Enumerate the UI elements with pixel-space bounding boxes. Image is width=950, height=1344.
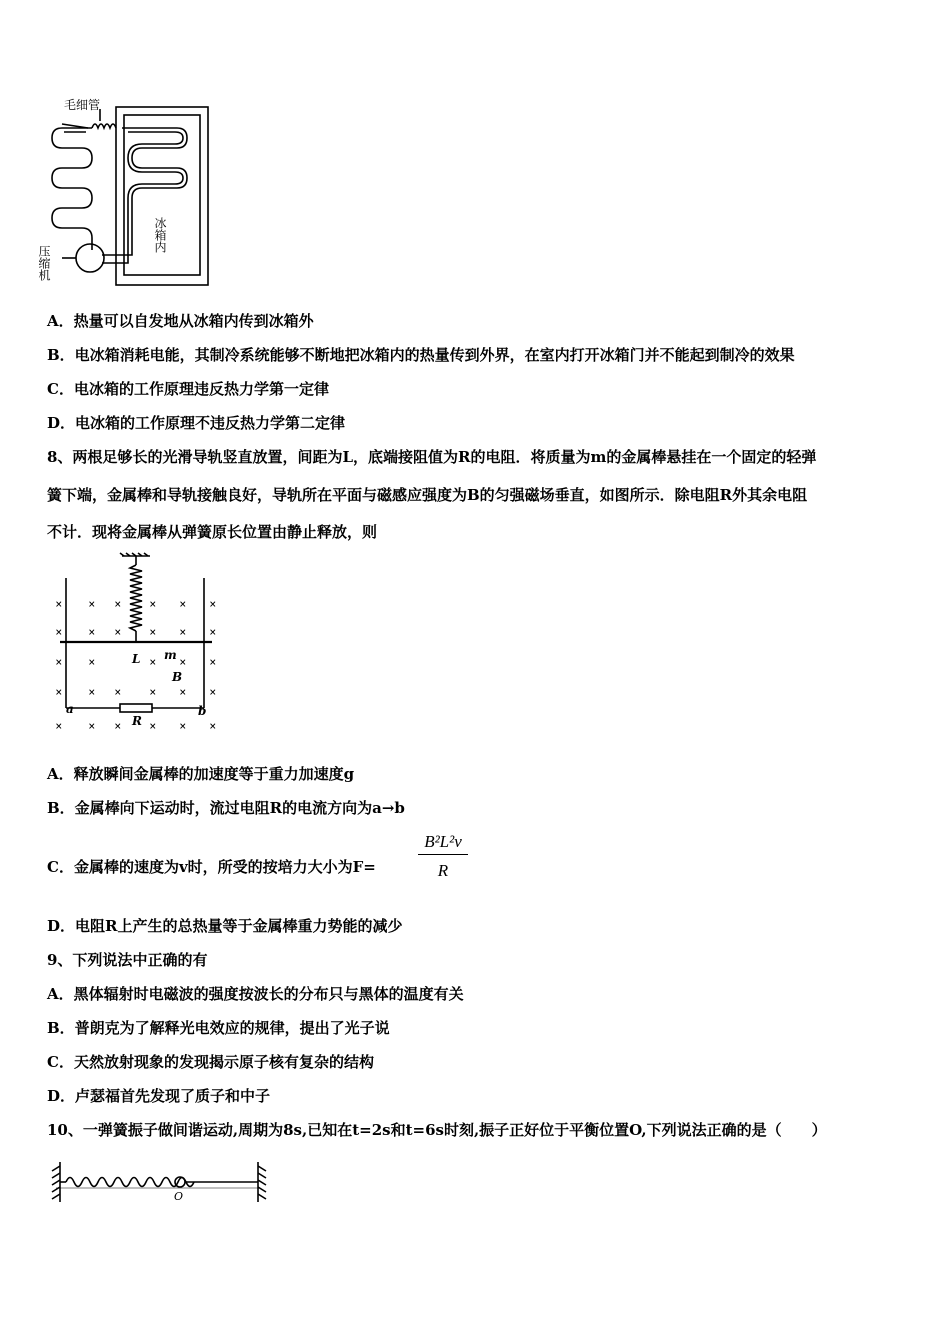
force-fraction (418, 832, 468, 881)
q7-option-a: A．热量可以自发地从冰箱内传到冰箱外 (47, 312, 314, 330)
field-cross: × (114, 628, 122, 638)
rail-spring-figure (52, 553, 227, 733)
field-cross: × (55, 722, 63, 732)
q8-stem-line3: 不计．现将金属棒从弹簧原长位置由静止释放，则 (47, 523, 378, 541)
field-cross: × (209, 722, 217, 732)
field-cross: × (114, 600, 122, 610)
field-cross: × (209, 688, 217, 698)
q9-stem: 9、下列说法中正确的有 (47, 951, 208, 969)
q8-stem-line2: 簧下端，金属棒和导轨接触良好，导轨所在平面与磁感应强度为B的匀强磁场垂直，如图所示．除电阻R外其余电阻 (47, 486, 808, 504)
label-a: a (66, 702, 74, 716)
field-cross: × (179, 658, 187, 668)
field-cross: × (179, 722, 187, 732)
label-m: m (164, 648, 177, 662)
field-cross: × (149, 658, 157, 668)
field-cross: × (88, 658, 96, 668)
label-inside: 冰箱内 (153, 217, 167, 253)
q9-option-d: D．卢瑟福首先发现了质子和中子 (47, 1087, 271, 1105)
q9-option-a: A．黑体辐射时电磁波的强度按波长的分布只与黑体的温度有关 (47, 985, 464, 1003)
q8-stem-line1: 8、两根足够长的光滑导轨竖直放置，间距为L，底端接阻值为R的电阻．将质量为m的金属棒悬挂在一个固定的轻弹 (47, 448, 817, 466)
q9-option-c: C．天然放射现象的发现揭示原子核有复杂的结构 (47, 1053, 374, 1071)
field-cross: × (55, 628, 63, 638)
q9-option-b: B．普朗克为了解释光电效应的规律，提出了光子说 (47, 1019, 390, 1037)
field-cross: × (179, 600, 187, 610)
field-cross: × (55, 600, 63, 610)
field-cross: × (179, 628, 187, 638)
label-capillary: 毛细管 (64, 98, 101, 112)
field-cross: × (114, 722, 122, 732)
q8-option-a: A．释放瞬间金属棒的加速度等于重力加速度g (47, 765, 355, 783)
q7-option-c: C．电冰箱的工作原理违反热力学第一定律 (47, 380, 329, 398)
q7-option-d: D．电冰箱的工作原理不违反热力学第二定律 (47, 414, 346, 432)
label-O: O (174, 1190, 184, 1203)
fraction-denominator: R (437, 861, 449, 880)
field-cross: × (88, 600, 96, 610)
label-R: R (132, 714, 142, 728)
spring-oscillator-figure (46, 1158, 271, 1208)
q8-option-c: C．金属棒的速度为v时，所受的按培力大小为F= (47, 858, 376, 876)
field-cross: × (209, 628, 217, 638)
field-cross: × (114, 688, 122, 698)
q8-option-b: B．金属棒向下运动时，流过电阻R的电流方向为a→b (47, 799, 405, 817)
q10-stem: 10、一弹簧振子做间谐运动,周期为8s,已知在t=2s和t=6s时刻,振子正好位于平衡位置O,下列说法正确的是（ ） (47, 1121, 827, 1139)
field-cross: × (179, 688, 187, 698)
field-cross: × (55, 658, 63, 668)
label-b: b (198, 704, 207, 718)
field-cross: × (88, 628, 96, 638)
label-L: L (132, 652, 141, 666)
field-cross: × (209, 658, 217, 668)
fridge-figure (37, 95, 217, 290)
q8-option-d: D．电阻R上产生的总热量等于金属棒重力势能的减少 (47, 917, 403, 935)
field-cross: × (149, 688, 157, 698)
field-cross: × (55, 688, 63, 698)
field-cross: × (149, 600, 157, 610)
field-cross: × (88, 688, 96, 698)
label-compressor: 压缩机 (37, 245, 51, 281)
field-cross: × (149, 722, 157, 732)
fraction-numerator: B²L²v (418, 832, 468, 855)
field-cross: × (209, 600, 217, 610)
field-cross: × (88, 722, 96, 732)
q7-option-b: B．电冰箱消耗电能，其制冷系统能够不断地把冰箱内的热量传到外界，在室内打开冰箱门并不能起到制冷的效果 (47, 346, 795, 364)
label-B: B (172, 670, 183, 684)
field-cross: × (149, 628, 157, 638)
